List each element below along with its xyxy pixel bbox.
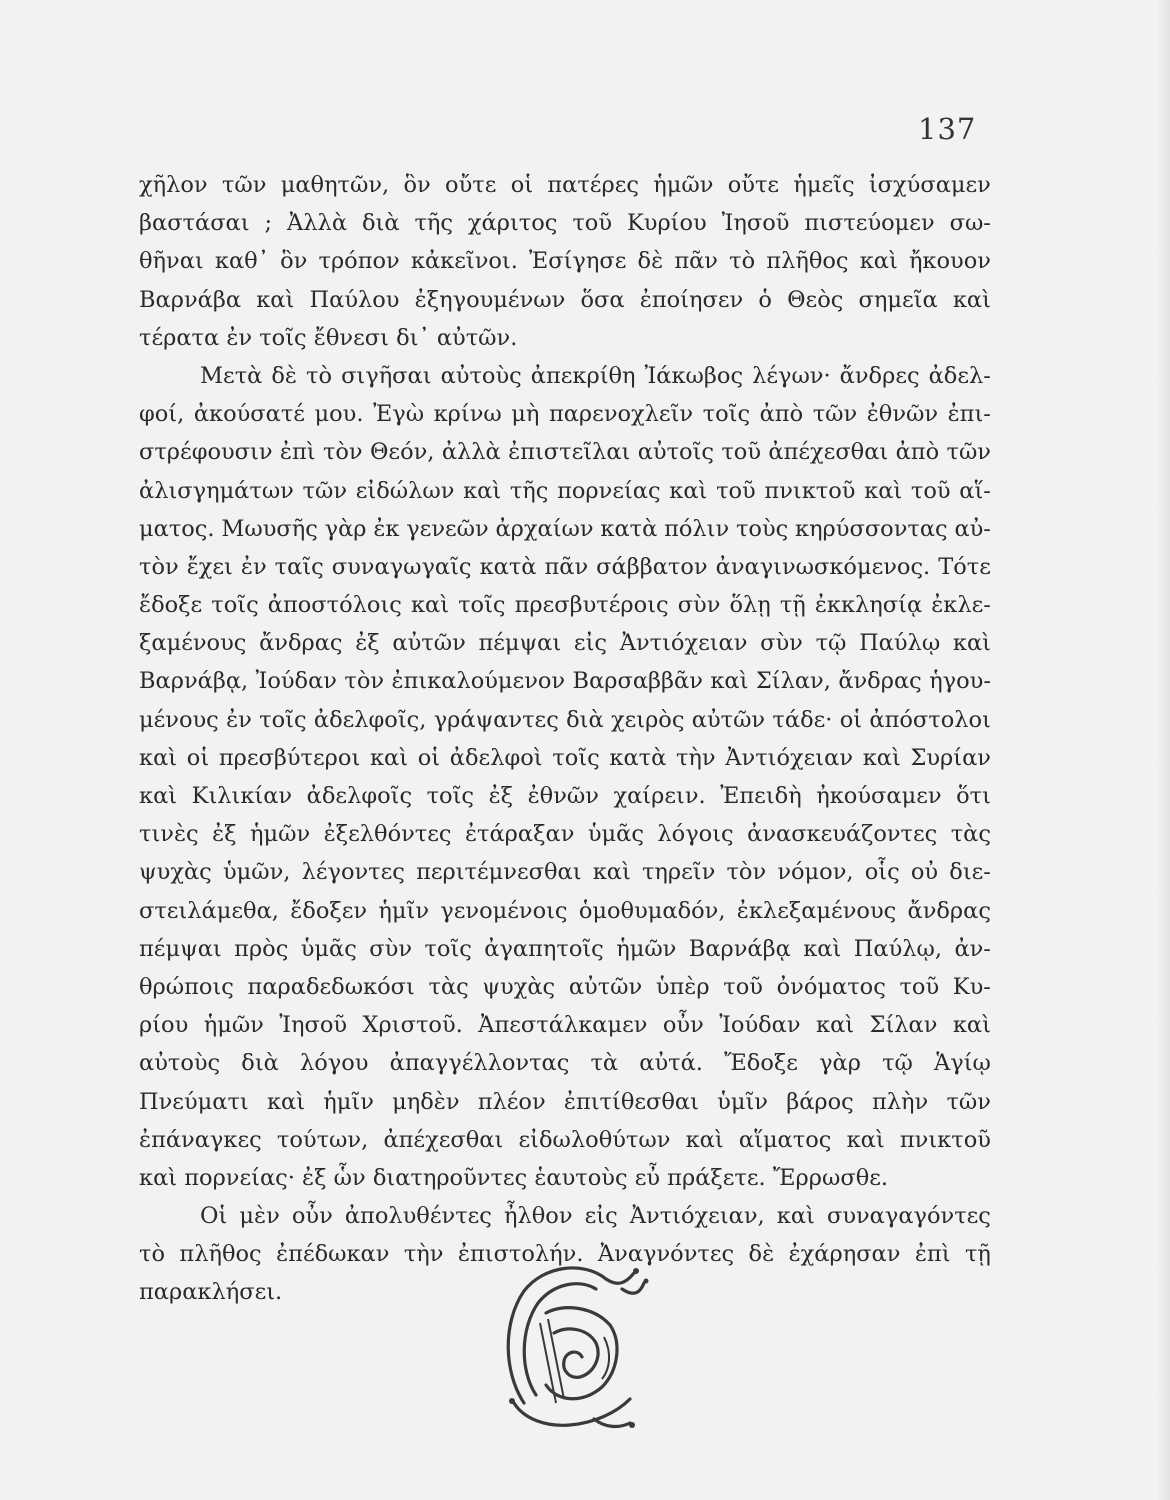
page-edge-shadow [1156, 0, 1170, 1500]
text-line: αὐτοὺς διὰ λόγου ἀπαγγέλλοντας τὰ αὐτά. Ἔδοξε γὰρ τῷ Ἁγίῳ [139, 1050, 991, 1077]
text-line: ξαμένους ἄνδρας ἐξ αὐτῶν πέμψαι εἰς Ἀντιόχειαν σὺν τῷ Παύλῳ καὶ [139, 630, 991, 657]
text-line: στρέφουσιν ἐπὶ τὸν Θεόν, ἀλλὰ ἐπιστεῖλαι αὐτοῖς τοῦ ἀπέχεσθαι ἀπὸ τῶν [139, 439, 991, 466]
text-line: Βαρνάβα καὶ Παύλου ἐξηγουμένων ὅσα ἐποίησεν ὁ Θεὸς σημεῖα καὶ [139, 286, 991, 313]
page-number: 137 [918, 112, 977, 146]
text-line: Μετὰ δὲ τὸ σιγῆσαι αὐτοὺς ἀπεκρίθη Ἰάκωβος λέγων· ἄνδρες ἀδελ- [200, 362, 991, 389]
text-line: ρίου ἡμῶν Ἰησοῦ Χριστοῦ. Ἀπεστάλκαμεν οὖν Ἰούδαν καὶ Σίλαν καὶ [139, 1012, 991, 1039]
text-line: παρακλήσει. [139, 1279, 283, 1306]
text-line: ἔδοξε τοῖς ἀποστόλοις καὶ τοῖς πρεσβυτέροις σὺν ὅλῃ τῇ ἐκκλησίᾳ ἐκλε- [139, 592, 991, 619]
text-line: ἀλισγημάτων τῶν εἰδώλων καὶ τῆς πορνείας καὶ τοῦ πνικτοῦ καὶ τοῦ αἵ- [139, 477, 991, 504]
text-line: τέρατα ἐν τοῖς ἔθνεσι δι᾽ αὐτῶν. [139, 324, 518, 351]
text-line: ματος. Μωυσῆς γὰρ ἐκ γενεῶν ἀρχαίων κατὰ πόλιν τοὺς κηρύσσοντας αὐ- [139, 515, 991, 542]
text-line: πέμψαι πρὸς ὑμᾶς σὺν τοῖς ἀγαπητοῖς ἡμῶν Βαρνάβᾳ καὶ Παύλῳ, ἀν- [139, 935, 991, 962]
text-line: βαστάσαι ; Ἀλλὰ διὰ τῆς χάριτος τοῦ Κυρίου Ἰησοῦ πιστεύομεν σω- [139, 210, 991, 237]
text-line: μένους ἐν τοῖς ἀδελφοῖς, γράψαντες διὰ χειρὸς αὐτῶν τάδε· οἱ ἀπόστολοι [139, 706, 991, 733]
text-line: Οἱ μὲν οὖν ἀπολυθέντες ἦλθον εἰς Ἀντιόχειαν, καὶ συναγαγόντες [200, 1203, 991, 1230]
text-line: τινὲς ἐξ ἡμῶν ἐξελθόντες ἐτάραξαν ὑμᾶς λόγοις ἀνασκευάζοντες τὰς [139, 821, 991, 848]
text-line: τὸν ἔχει ἐν ταῖς συναγωγαῖς κατὰ πᾶν σάββατον ἀναγινωσκόμενος. Τότε [139, 553, 991, 580]
text-line: καὶ οἱ πρεσβύτεροι καὶ οἱ ἀδελφοὶ τοῖς κατὰ τὴν Ἀντιόχειαν καὶ Συρίαν [139, 744, 991, 771]
text-line: φοί, ἀκούσατέ μου. Ἐγὼ κρίνω μὴ παρενοχλεῖν τοῖς ἀπὸ τῶν ἐθνῶν ἐπι- [139, 401, 991, 428]
text-line: θῆναι καθ᾽ ὃν τρόπον κἀκεῖνοι. Ἐσίγησε δὲ πᾶν τὸ πλῆθος καὶ ἤκουον [139, 248, 991, 275]
text-line: Πνεύματι καὶ ἡμῖν μηδὲν πλέον ἐπιτίθεσθαι ὑμῖν βάρος πλὴν τῶν [139, 1088, 991, 1115]
text-line: ψυχὰς ὑμῶν, λέγοντες περιτέμνεσθαι καὶ τηρεῖν τὸν νόμον, οἷς οὐ διε- [139, 859, 991, 886]
decorative-scroll-vignette-icon [484, 1253, 660, 1441]
text-line: ἐπάναγκες τούτων, ἀπέχεσθαι εἰδωλοθύτων καὶ αἵματος καὶ πνικτοῦ [139, 1126, 991, 1153]
text-line: στειλάμεθα, ἔδοξεν ἡμῖν γενομένοις ὁμοθυμαδόν, ἐκλεξαμένους ἄνδρας [139, 897, 991, 924]
text-line: τὸ πλῆθος ἐπέδωκαν τὴν ἐπιστολήν. Ἀναγνόντες δὲ ἐχάρησαν ἐπὶ τῇ [139, 1241, 991, 1268]
text-line: καὶ πορνείας· ἐξ ὧν διατηροῦντες ἑαυτοὺς εὖ πράξετε. Ἔρρωσθε. [139, 1164, 889, 1191]
text-line: θρώποις παραδεδωκόσι τὰς ψυχὰς αὐτῶν ὑπὲρ τοῦ ὀνόματος τοῦ Κυ- [139, 973, 991, 1000]
text-line: χῆλον τῶν μαθητῶν, ὃν οὔτε οἱ πατέρες ἡμῶν οὔτε ἡμεῖς ἰσχύσαμεν [139, 172, 991, 198]
text-line: Βαρνάβᾳ, Ἰούδαν τὸν ἐπικαλούμενον Βαρσαββᾶν καὶ Σίλαν, ἄνδρας ἡγου- [139, 668, 991, 695]
text-line: καὶ Κιλικίαν ἀδελφοῖς τοῖς ἐξ ἐθνῶν χαίρειν. Ἐπειδὴ ἠκούσαμεν ὅτι [139, 783, 991, 809]
body-text [139, 166, 991, 1312]
